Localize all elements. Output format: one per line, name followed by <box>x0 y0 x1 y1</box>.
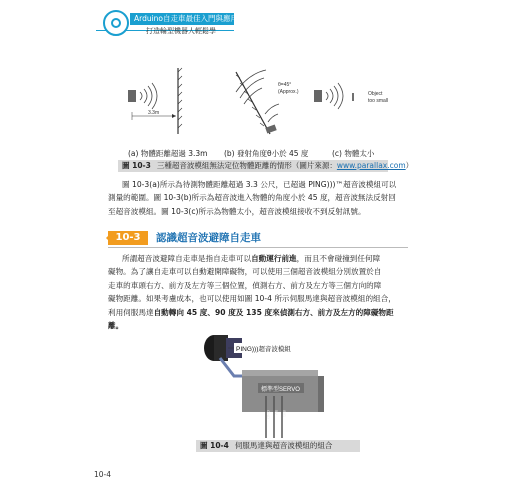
paragraph-1-line: 至超音波模組。圖 10-3(c)所示為物體太小，超音波模組接收不到反射訊號。 <box>108 206 366 216</box>
section-number-badge: 10-3 <box>108 231 148 245</box>
diagram-a <box>128 68 182 134</box>
figure-10-3-diagrams <box>118 64 408 144</box>
figure-10-3-caption <box>118 160 414 172</box>
figure-10-4-servo-ping <box>200 334 340 442</box>
section-title: 認識超音波避障自走車 <box>156 232 261 244</box>
servo-label: 標準型SERVO <box>261 387 300 393</box>
distance-label: 3.3m <box>148 110 160 116</box>
paragraph-1-line: 圖 10-3(a)所示為待測物體距離超過 3.3 公尺，已超過 PING)))™超音波模組可以 <box>122 180 397 189</box>
caption-number: 圖 10-3 <box>122 161 151 170</box>
header-subtitle: 打造輪型機器人輕鬆學 <box>146 27 216 35</box>
diagram-b <box>236 70 299 134</box>
angle-label: θ=45° <box>278 82 292 88</box>
caption-number: 圖 10-4 <box>200 441 229 450</box>
caption-a: (a) 物體距離超過 3.3m <box>128 149 208 158</box>
paragraph-2-line: 礙物距離。如果考慮成本，也可以使用如圖 10-4 所示伺服馬達與超音波模組的組合， <box>108 294 396 304</box>
paragraph-2-line: 走車的車頭右方、前方及左方等三個位置，偵測右方、前方及左方等三個方向的障 <box>108 280 382 290</box>
caption-b: (b) 發射角度θ小於 45 度 <box>224 149 309 158</box>
page-number: 10-4 <box>94 470 112 479</box>
caption-text: 伺服馬達與超音波模組的組合 <box>234 441 333 450</box>
ping-module-label: PING)))超音波模組 <box>236 346 291 353</box>
diagram-c <box>314 83 388 109</box>
paragraph-2-line: 離。 <box>108 321 124 331</box>
caption-c: (c) 物體太小 <box>332 149 375 158</box>
paragraph-2-line: 礙物。為了讓自走車可以自動避開障礙物，可以使用三個超音波模組分別放置於自 <box>108 267 382 277</box>
object-label: Object <box>368 91 383 97</box>
source-link[interactable]: www.parallax.com <box>336 161 406 170</box>
paragraph-1 <box>108 178 408 218</box>
caption-text: 三種超音波模組無法定位物體距離的情形（圖片來源： <box>156 161 337 170</box>
header-title: Arduino自走車最佳入門與應用 <box>130 13 234 25</box>
pin-sig-label: SIG <box>282 410 287 417</box>
wheel-logo-icon <box>103 10 129 36</box>
approx-label: (Approx.) <box>278 89 299 95</box>
figure-10-4-caption <box>196 440 360 452</box>
pin-gnd-label: GND <box>266 410 271 419</box>
paragraph-1-line: 測量的範圍。圖 10-3(b)所示為超音波進入物體的角度小於 45 度，超音波無法反射回 <box>108 193 396 203</box>
too-small-label: too small <box>368 98 389 104</box>
pin-5v-label: 5V <box>274 410 279 415</box>
paragraph-2-line: 利用伺服馬達自動轉向 45 度、90 度及 135 度來偵測右方、前方及左方的障礙物距 <box>108 307 394 317</box>
paragraph-2-line: 所謂超音波避障自走車是指自走車可以自動運行前進，而且不會碰撞到任何障 <box>122 254 381 263</box>
section-divider <box>108 247 408 248</box>
paragraph-2 <box>108 252 408 332</box>
caption-end: ） <box>405 161 414 170</box>
